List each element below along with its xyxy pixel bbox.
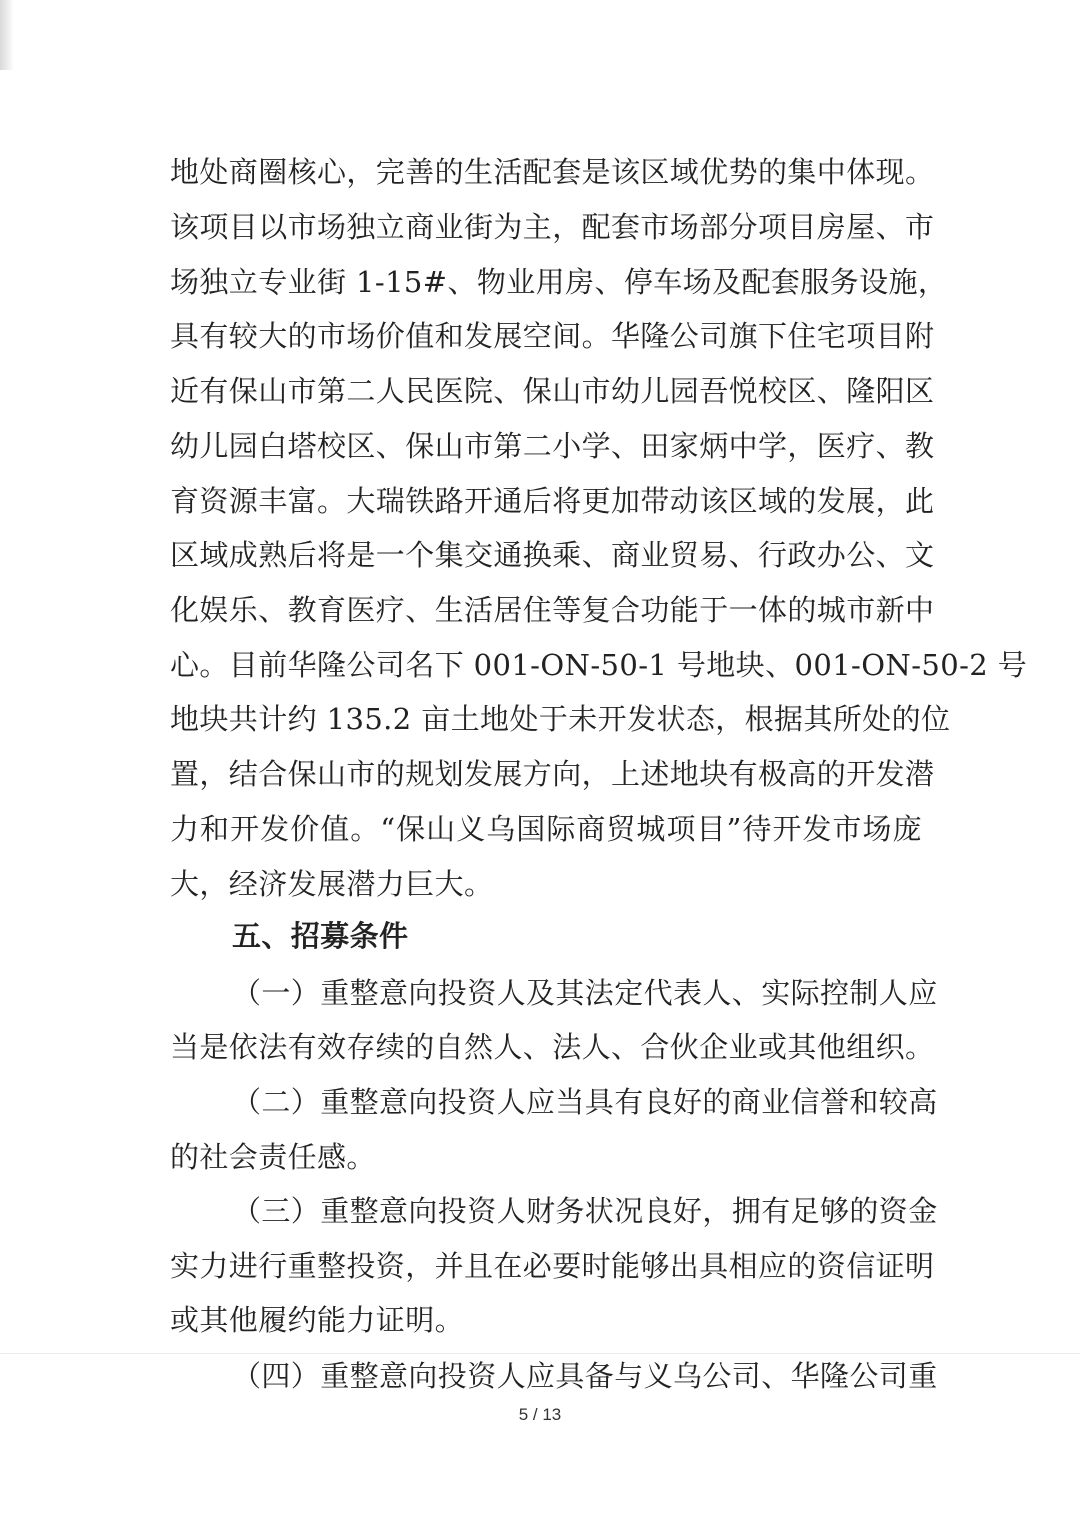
text-line: 近有保山市第二人民医院、保山市幼儿园吾悦校区、隆阳区 (170, 374, 935, 408)
text-line: 或其他履约能力证明。 (170, 1303, 465, 1337)
text-line: （四）重整意向投资人应具备与义乌公司、华隆公司重 (232, 1359, 938, 1393)
text-line: 区域成熟后将是一个集交通换乘、商业贸易、行政办公、文 (170, 538, 935, 572)
section-heading: 五、招募条件 (232, 919, 409, 953)
text-line: 该项目以市场独立商业街为主，配套市场部分项目房屋、市 (170, 210, 935, 244)
text-line: 具有较大的市场价值和发展空间。华隆公司旗下住宅项目附 (170, 319, 935, 353)
text-line: 场独立专业街 1-15#、物业用房、停车场及配套服务设施， (170, 265, 948, 299)
text-line: 地块共计约 135.2 亩土地处于未开发状态，根据其所处的位 (170, 702, 951, 736)
text-line: 当是依法有效存续的自然人、法人、合伙企业或其他组织。 (170, 1030, 935, 1064)
text-line: （一）重整意向投资人及其法定代表人、实际控制人应 (232, 976, 938, 1010)
scan-edge-shadow (0, 0, 14, 70)
text-line: （二）重整意向投资人应当具有良好的商业信誉和较高 (232, 1085, 938, 1119)
text-line: 化娱乐、教育医疗、生活居住等复合功能于一体的城市新中 (170, 593, 935, 627)
text-line: 地处商圈核心，完善的生活配套是该区域优势的集中体现。 (170, 155, 935, 189)
text-line: 大，经济发展潜力巨大。 (170, 867, 494, 901)
text-line: （三）重整意向投资人财务状况良好，拥有足够的资金 (232, 1194, 938, 1228)
text-line: 的社会责任感。 (170, 1140, 376, 1174)
page-fold-divider (0, 1353, 1080, 1354)
page-number: 5 / 13 (518, 1405, 562, 1424)
text-line: 实力进行重整投资，并且在必要时能够出具相应的资信证明 (170, 1249, 935, 1283)
text-line: 置，结合保山市的规划发展方向，上述地块有极高的开发潜 (170, 757, 935, 791)
text-line: 育资源丰富。大瑞铁路开通后将更加带动该区域的发展，此 (170, 484, 935, 518)
text-line: 力和开发价值。“保山义乌国际商贸城项目”待开发市场庞 (170, 812, 922, 846)
text-line: 幼儿园白塔校区、保山市第二小学、田家炳中学，医疗、教 (170, 429, 935, 463)
text-line: 心。目前华隆公司名下 001-ON-50-1 号地块、001-ON-50-2 号 (170, 648, 1028, 682)
